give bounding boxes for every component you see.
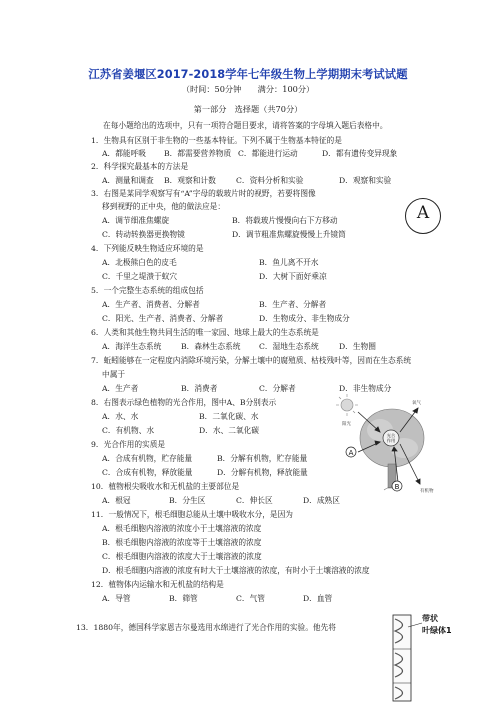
chloroplast-label-1: 带状 — [422, 614, 438, 623]
figure-label-a: A — [348, 449, 354, 457]
q3-option-d[interactable]: D．调节粗准焦螺旋慢慢上升镜筒 — [232, 230, 346, 239]
q12-option-c[interactable]: C．气管 — [236, 594, 265, 603]
q2-option-c[interactable]: C．资料分析和实验 — [236, 176, 304, 185]
q9-option-c[interactable]: C．合成有机物，释放能量 — [102, 468, 193, 477]
q1-option-b[interactable]: B．都需要营养物质 — [164, 149, 232, 158]
q2-stem: 2．科学探究最基本的方法是 — [91, 162, 189, 171]
q5-option-a[interactable]: A．生产者、消费者、分解者 — [102, 300, 200, 309]
q2-option-a[interactable]: A．测量和调查 — [102, 176, 154, 185]
q11-option-b[interactable]: B．根毛细胞内溶液的浓度等于土壤溶液的浓度 — [102, 538, 262, 547]
q7-stem-1: 7．蚯蚓能够在一定程度内消除环境污染，分解土壤中的腐殖质、枯枝残叶等，因而在生态系统 — [91, 356, 412, 365]
q11-option-c[interactable]: C．根毛细胞内溶液的浓度大于土壤溶液的浓度 — [102, 552, 262, 561]
q7-option-d[interactable]: D．非生物成分 — [339, 384, 392, 393]
photosynthesis-figure — [334, 392, 440, 504]
q11-stem: 11．一般情况下，根毛细胞总能从土壤中吸收水分，是因为 — [91, 510, 293, 519]
q12-stem: 12．植物体内运输水和无机盐的结构是 — [91, 580, 224, 589]
exam-title: 江苏省姜堰区2017-2018学年七年级生物上学期期末考试试题 — [88, 68, 408, 81]
q1-option-a[interactable]: A．都能呼吸 — [102, 149, 146, 158]
q5-option-b[interactable]: B．生产者、分解者 — [259, 300, 327, 309]
q3-option-b[interactable]: B．将载玻片慢慢向右下方移动 — [232, 216, 338, 225]
q12-option-a[interactable]: A．导管 — [102, 594, 131, 603]
q10-option-a[interactable]: A．根冠 — [102, 496, 131, 505]
q11-option-d[interactable]: D．根毛细胞内溶液的浓度有时大于土壤溶液的浓度，有时小于土壤溶液的浓度 — [102, 566, 370, 575]
q3-stem-2: 移到视野的正中央，他的做法应是： — [102, 202, 226, 211]
q7-option-a[interactable]: A．生产者 — [102, 384, 139, 393]
q6-option-b[interactable]: B．森林生态系统 — [181, 342, 241, 351]
spirogyra-figure — [390, 609, 476, 702]
q7-option-c[interactable]: C．分解者 — [259, 384, 296, 393]
q8-option-a[interactable]: A．水、水 — [102, 412, 139, 421]
q4-option-b[interactable]: B．鱼儿离不开水 — [259, 258, 319, 267]
q9-option-a[interactable]: A．合成有机物，贮存能量 — [102, 454, 193, 463]
q4-stem: 4．下列能反映生物适应环境的是 — [91, 244, 204, 253]
q3-option-c[interactable]: C．转动转换器更换物镜 — [102, 230, 185, 239]
q5-option-c[interactable]: C．阳光、生产者、消费者、分解者 — [102, 314, 224, 323]
center-label-1: 光合 — [386, 433, 396, 438]
q2-option-d[interactable]: D．观察和实验 — [339, 176, 392, 185]
q13-stem: 13．1880年，德国科学家恩吉尔曼选用水绵进行了光合作用的实验。他先将 — [76, 623, 336, 632]
q12-option-d[interactable]: D．血管 — [303, 594, 333, 603]
sun-icon — [336, 394, 358, 416]
q7-stem-2: 中属于 — [102, 370, 126, 379]
q2-option-b[interactable]: B．观察和计数 — [164, 176, 216, 185]
microscope-view-figure — [405, 198, 441, 234]
q10-option-c[interactable]: C．伸长区 — [236, 496, 273, 505]
q5-option-d[interactable]: D．生物成分、非生物成分 — [259, 314, 350, 323]
figure-label-b: B — [394, 483, 400, 491]
sun-label: 阳光 — [342, 422, 351, 427]
q9-option-d[interactable]: D．分解有机物，释放能量 — [217, 468, 308, 477]
q6-option-c[interactable]: C．湿地生态系统 — [259, 342, 319, 351]
tree-icon — [360, 409, 424, 490]
q10-option-b[interactable]: B．分生区 — [169, 496, 206, 505]
q7-option-b[interactable]: B．消费者 — [181, 384, 218, 393]
q10-option-d[interactable]: D．成熟区 — [303, 496, 340, 505]
oxygen-label: 氧气 — [412, 401, 421, 406]
q1-option-c[interactable]: C．都能进行运动 — [238, 149, 298, 158]
q3-stem-1: 3．右图是某同学观察写有“A”字母的载玻片时的视野，若要将图像 — [91, 189, 316, 198]
q8-stem: 8．右图表示绿色植物的光合作用，图中A、B分别表示 — [91, 398, 277, 407]
organic-label: 有机物 — [420, 489, 434, 494]
q8-option-b[interactable]: B．二氧化碳、水 — [199, 412, 259, 421]
q3-option-a[interactable]: A．调节细准焦螺旋 — [102, 216, 170, 225]
q4-option-d[interactable]: D．大树下面好乘凉 — [259, 272, 327, 281]
q8-option-c[interactable]: C．有机物、水 — [102, 426, 155, 435]
q11-option-a[interactable]: A．根毛细胞内溶液的浓度小于土壤溶液的浓度 — [102, 524, 262, 533]
chloroplast-label-2: 叶绿体1 — [422, 626, 452, 635]
q4-option-c[interactable]: C．千里之堤溃于蚁穴 — [102, 272, 178, 281]
q6-option-d[interactable]: D．生物圈 — [339, 342, 376, 351]
figure-letter-a: A — [416, 203, 430, 223]
exam-subtitle: （时间：50分钟 满分：100分） — [181, 84, 315, 94]
q12-option-b[interactable]: B．筛管 — [169, 594, 198, 603]
q6-option-a[interactable]: A．海洋生态系统 — [102, 342, 162, 351]
q8-option-d[interactable]: D．水、二氧化碳 — [199, 426, 259, 435]
section-heading: 第一部分 选择题（共70分） — [193, 104, 303, 114]
q10-stem: 10．植物根尖吸收水和无机盐的主要部位是 — [91, 482, 240, 491]
q1-option-d[interactable]: D．都有遗传变异现象 — [322, 149, 398, 158]
q6-stem: 6．人类和其他生物共同生活的唯一家园、地球上最大的生态系统是 — [91, 328, 319, 337]
q5-stem: 5．一个完整生态系统的组成包括 — [91, 286, 204, 295]
q9-option-b[interactable]: B．分解有机物，贮存能量 — [217, 454, 308, 463]
q1-stem: 1．生物具有区别于非生物的一些基本特征。下列不属于生物基本特征的是 — [91, 136, 342, 145]
center-label-2: 作用 — [386, 438, 396, 443]
q9-stem: 9．光合作用的实质是 — [91, 440, 166, 449]
instructions: 在每小题给出的选项中，只有一项符合题目要求，请将答案的字母填入题后表格中。 — [103, 121, 388, 130]
q4-option-a[interactable]: A．北极熊白色的皮毛 — [102, 258, 177, 267]
